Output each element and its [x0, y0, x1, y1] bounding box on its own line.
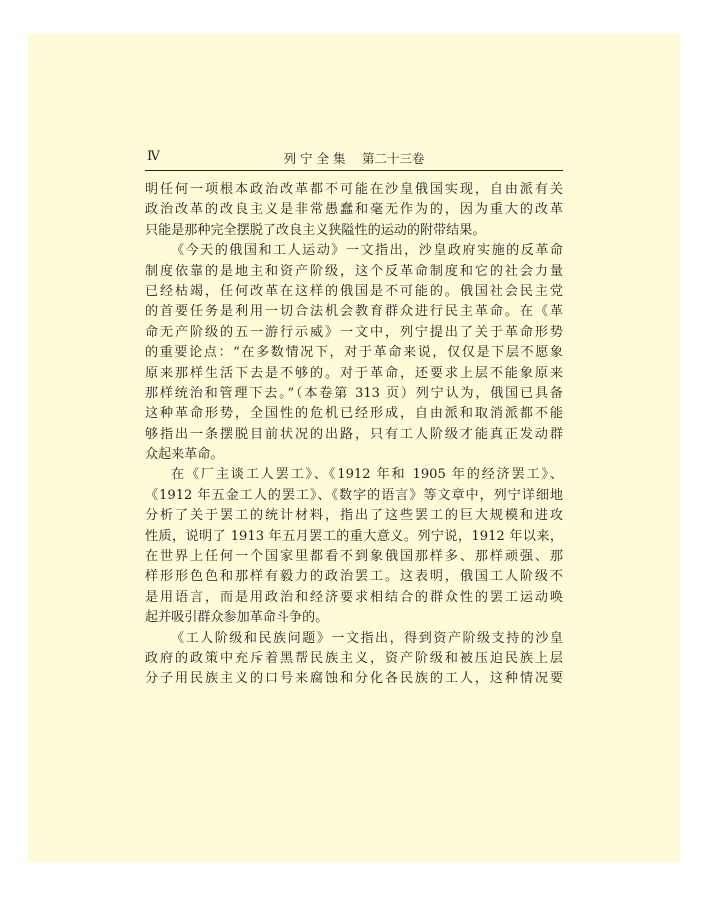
- text-line: 起并吸引群众参加革命斗争的。: [145, 610, 329, 626]
- text-line: 明任何一项根本政治改革都不可能在沙皇俄国实现，自由派有关: [145, 182, 563, 197]
- text-line: 的重要论点：“在多数情况下，对于革命来说，仅仅是下层不愿象: [145, 345, 563, 361]
- text-line: 众起来革命。: [145, 447, 224, 463]
- body-text: [145, 180, 563, 690]
- text-line: 政治改革的改良主义是非常愚蠢和毫无作为的，因为重大的改革: [145, 202, 563, 218]
- text-line: 的首要任务是利用一切合法机会教育群众进行民主革命。在《革: [145, 304, 563, 320]
- text-line: 只能是那种完全摆脱了改良主义狭隘性的运动的附带结果。: [145, 222, 486, 238]
- text-line: 分子用民族主义的口号来腐蚀和分化各民族的工人，这种情况要: [145, 671, 563, 687]
- text-line: 分析了关于罢工的统计材料，指出了这些罢工的巨大规模和进攻: [145, 508, 563, 524]
- text-line: 样形形色色和那样有毅力的政治罢工。这表明，俄国工人阶级不: [145, 569, 563, 585]
- text-line: 命无产阶级的五一游行示威》一文中，列宁提出了关于革命形势: [145, 324, 563, 340]
- text-line: 在世界上任何一个国家里都看不到象俄国那样多、那样顽强、那: [145, 549, 563, 565]
- text-line: 制度依靠的是地主和资产阶级，这个反革命制度和它的社会力量: [145, 263, 563, 279]
- text-line: 《1912 年五金工人的罢工》、《数字的语言》等文章中，列宁详细地: [145, 487, 563, 503]
- text-line: 那样统治和管理下去。”（本卷第 313 页）列宁认为，俄国已具备: [145, 385, 563, 401]
- text-line: 已经枯竭，任何改革在这样的俄国是不可能的。俄国社会民主党: [145, 283, 563, 299]
- text-line: 政府的政策中充斥着黑帮民族主义，资产阶级和被压迫民族上层: [145, 650, 563, 666]
- text-line: 性质，说明了 1913 年五月罢工的重大意义。列宁说，1912 年以来，: [145, 528, 563, 544]
- text-line: 《工人阶级和民族问题》一文指出，得到资产阶级支持的沙皇: [171, 630, 563, 646]
- text-line: 原来那样生活下去是不够的。对于革命，还要求上层不能象原来: [145, 365, 563, 381]
- text-line: 是用语言，而是用政治和经济要求相结合的群众性的罢工运动唤: [145, 589, 563, 605]
- page-header: [145, 146, 563, 171]
- text-line: 《今天的俄国和工人运动》一文指出，沙皇政府实施的反革命: [171, 243, 563, 259]
- text-line: 够指出一条摆脱目前状况的出路，只有工人阶级才能真正发动群: [145, 426, 563, 442]
- page-number: Ⅳ: [147, 149, 160, 164]
- text-line: 在《厂主谈工人罢工》、《1912 年和 1905 年的经济罢工》、: [171, 467, 563, 483]
- text-line: 这种革命形势，全国性的危机已经形成，自由派和取消派都不能: [145, 406, 563, 422]
- running-title: 列 宁 全 集 第二十三卷: [283, 151, 425, 166]
